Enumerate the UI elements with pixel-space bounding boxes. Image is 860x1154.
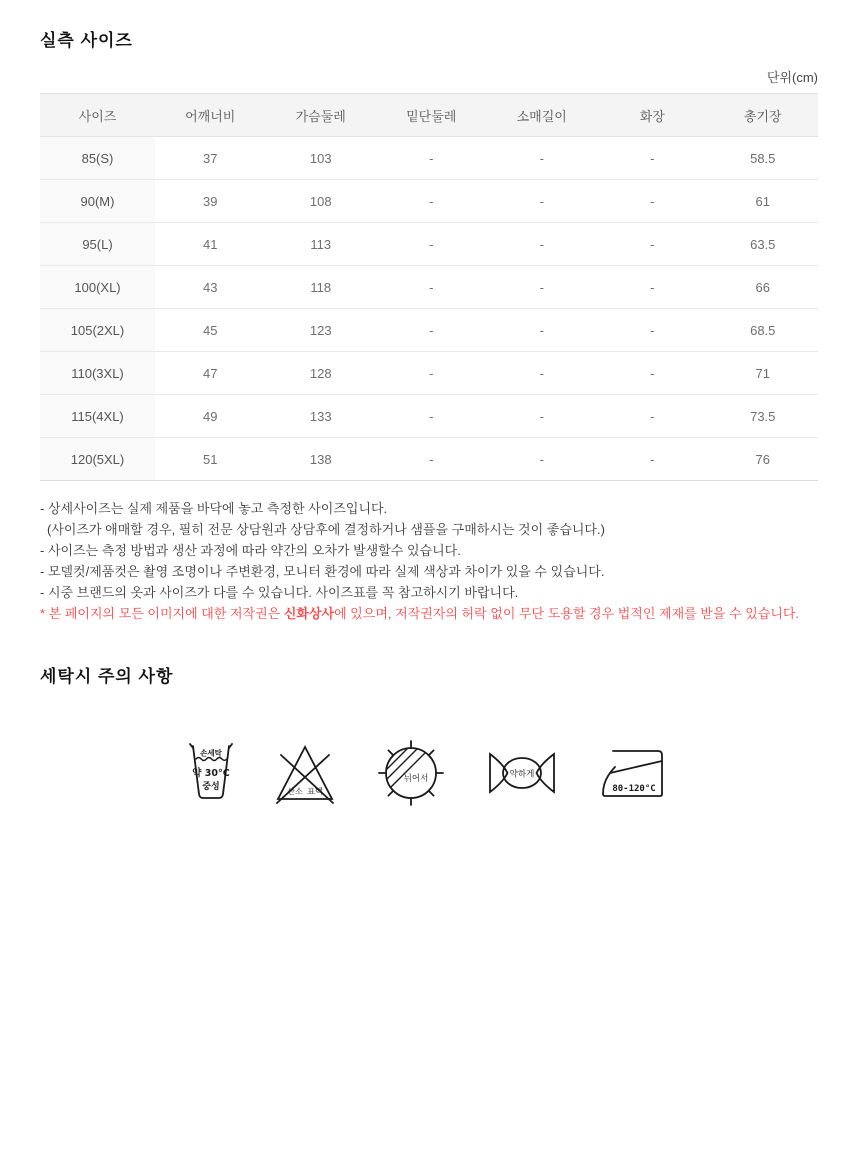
measurement-cell: 76 — [755, 451, 770, 467]
measurement-cell: 123 — [266, 309, 377, 352]
size-label-cell: 90(M) — [40, 180, 155, 223]
measurement-cell: - — [376, 395, 487, 438]
col-header-size: 사이즈 — [40, 94, 155, 137]
table-header-row — [40, 94, 818, 137]
svg-text:뉘어서: 뉘어서 — [403, 774, 429, 784]
copyright-prefix: * 본 페이지의 모든 이미지에 대한 저작권은 — [40, 606, 284, 621]
table-row — [40, 438, 818, 481]
measurement-cell: 43 — [155, 266, 266, 309]
measurement-cell: - — [376, 137, 487, 180]
size-label-cell: 105(2XL) — [40, 309, 155, 352]
size-notes — [40, 498, 818, 624]
measurement-cell: 113 — [266, 223, 377, 266]
col-header-hem: 밑단둘레 — [376, 94, 487, 137]
measurement-cell: - — [597, 223, 708, 266]
measurement-cell: 58.5 — [708, 137, 819, 180]
measurement-cell: 45 — [155, 309, 266, 352]
measurement-cell: 118 — [266, 266, 377, 309]
size-label-cell: 100(XL) — [40, 266, 155, 309]
col-header-hwajang: 화장 — [597, 94, 708, 137]
size-table-body — [40, 137, 818, 481]
measurement-cell: 49 — [155, 395, 266, 438]
measurement-cell: - — [487, 266, 598, 309]
col-header-shoulder: 어깨너비 — [155, 94, 266, 137]
measurement-cell: 138 — [309, 451, 332, 467]
measurement-cell: - — [539, 451, 544, 467]
measurement-cell: 71 — [708, 352, 819, 395]
copyright-brand: 신화상사 — [283, 606, 335, 621]
measurement-cell: - — [597, 137, 708, 180]
measurement-cell: - — [487, 223, 598, 266]
measurement-cell: 66 — [708, 266, 819, 309]
note-line: - 사이즈는 측정 방법과 생산 과정에 따라 약간의 오차가 발생할수 있습니다. — [40, 543, 461, 558]
col-header-total-length: 총기장 — [708, 94, 819, 137]
table-row — [40, 352, 818, 395]
col-header-sleeve: 소매길이 — [487, 94, 598, 137]
note-line: - 시중 브랜드의 옷과 사이즈가 다를 수 있습니다. 사이즈표를 꼭 참고하시기 바랍니다. — [40, 585, 519, 600]
wring-gently-icon — [484, 747, 560, 799]
measurement-cell: - — [487, 309, 598, 352]
svg-text:손세탁: 손세탁 — [200, 748, 222, 758]
measurement-cell: - — [376, 352, 487, 395]
size-table — [40, 93, 818, 481]
table-row — [40, 180, 818, 223]
measurement-cell: - — [597, 395, 708, 438]
table-row — [40, 395, 818, 438]
svg-text:약 30°C: 약 30°C — [192, 768, 230, 779]
measurement-cell: - — [429, 451, 434, 467]
svg-text:산소: 산소 — [287, 787, 303, 796]
table-row — [40, 309, 818, 352]
dry-flat-shade-icon — [376, 738, 446, 808]
size-label-cell: 110(3XL) — [40, 352, 155, 395]
size-section-title: 실측 사이즈 — [40, 31, 133, 50]
measurement-cell: 73.5 — [708, 395, 819, 438]
no-bleach-icon — [272, 740, 338, 806]
copyright-notice — [40, 603, 818, 624]
size-label-cell: 95(L) — [40, 223, 155, 266]
table-row — [40, 266, 818, 309]
measurement-cell: 68.5 — [708, 309, 819, 352]
measurement-cell: - — [376, 223, 487, 266]
measurement-cell: 103 — [266, 137, 377, 180]
measurement-cell: - — [597, 180, 708, 223]
measurement-cell: - — [376, 309, 487, 352]
measurement-cell: 133 — [266, 395, 377, 438]
measurement-cell: 41 — [155, 223, 266, 266]
care-icons-row — [188, 737, 818, 809]
measurement-cell: 51 — [203, 451, 218, 467]
table-row — [40, 223, 818, 266]
measurement-cell: - — [487, 352, 598, 395]
svg-text:중성: 중성 — [202, 782, 220, 792]
measurement-cell: 108 — [266, 180, 377, 223]
measurement-cell: - — [487, 180, 598, 223]
svg-text:80-120°C: 80-120°C — [612, 784, 656, 794]
unit-label: 단위(cm) — [766, 70, 818, 85]
care-section-title: 세탁시 주의 사항 — [40, 667, 174, 686]
note-line: - 상세사이즈는 실제 제품을 바닥에 놓고 측정한 사이즈입니다. — [40, 501, 388, 516]
note-line: (사이즈가 애매할 경우, 필히 전문 상담원과 상담후에 결정하거나 샘플을 구매하시는 것이 좋습니다.) — [47, 522, 605, 537]
measurement-cell: 39 — [155, 180, 266, 223]
col-header-chest: 가슴둘레 — [266, 94, 377, 137]
copyright-suffix: 에 있으며, 저작권자의 허락 없이 무단 도용할 경우 법적인 제재를 받을 수 있습니다. — [334, 606, 800, 621]
measurement-cell: - — [650, 451, 655, 467]
iron-temp-icon — [598, 744, 668, 802]
table-row — [40, 137, 818, 180]
size-label-cell: 85(S) — [40, 137, 155, 180]
measurement-cell: - — [597, 352, 708, 395]
note-line: - 모델컷/제품컷은 촬영 조명이나 주변환경, 모니터 환경에 따라 실제 색상과 차이가 있을 수 있습니다. — [40, 564, 605, 579]
measurement-cell: 128 — [266, 352, 377, 395]
size-label-cell: 120(5XL) — [40, 438, 155, 481]
measurement-cell: 47 — [155, 352, 266, 395]
measurement-cell: 63.5 — [708, 223, 819, 266]
svg-text:표백: 표백 — [307, 787, 323, 796]
measurement-cell: - — [376, 266, 487, 309]
measurement-cell: 37 — [155, 137, 266, 180]
measurement-cell: - — [597, 309, 708, 352]
measurement-cell: - — [376, 180, 487, 223]
measurement-cell: - — [597, 266, 708, 309]
hand-wash-icon — [188, 743, 234, 803]
measurement-cell: - — [487, 137, 598, 180]
measurement-cell: 61 — [708, 180, 819, 223]
svg-text:약하게: 약하게 — [509, 769, 535, 780]
size-label-cell: 115(4XL) — [40, 395, 155, 438]
size-info-section — [0, 26, 860, 809]
measurement-cell: - — [487, 395, 598, 438]
